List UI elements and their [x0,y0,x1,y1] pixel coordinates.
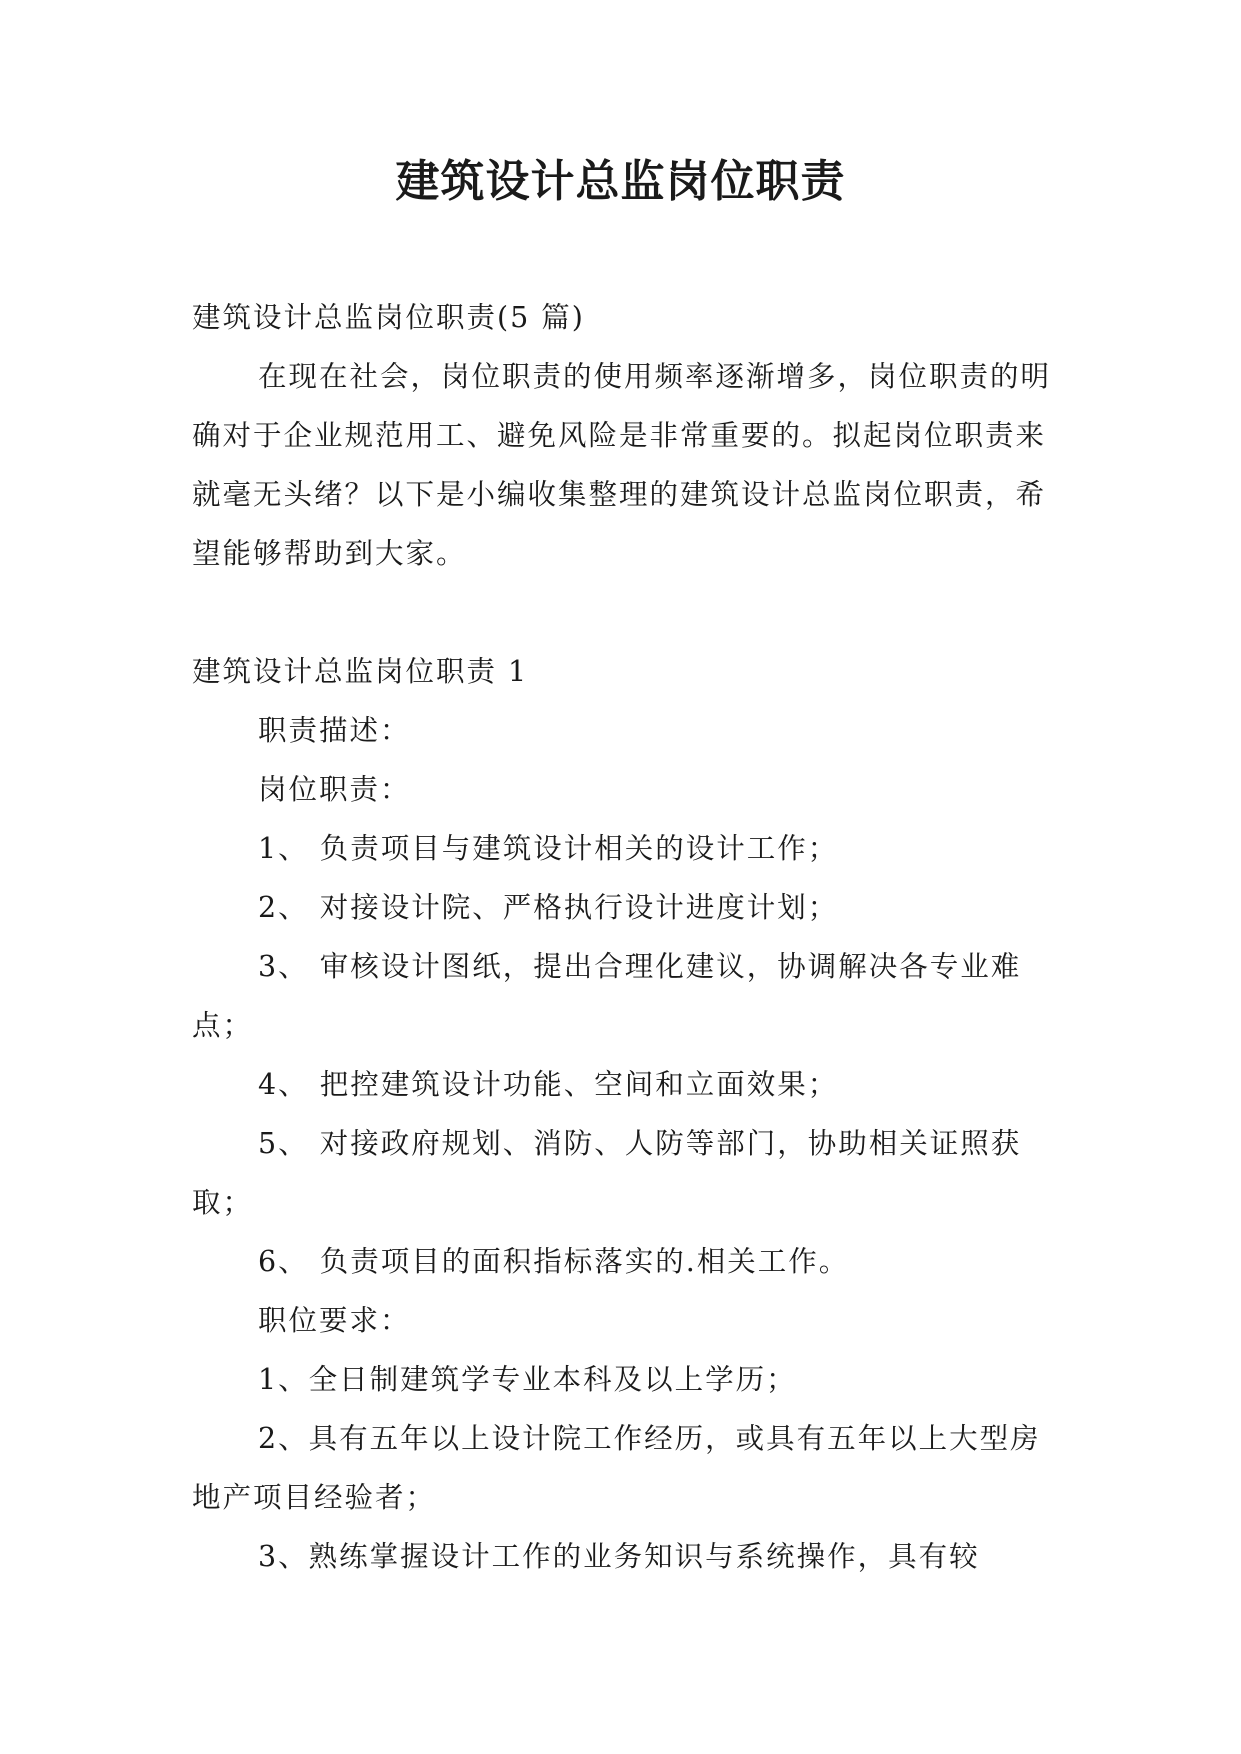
duty-item: 1、 负责项目与建筑设计相关的设计工作； [258,832,839,865]
duty-item: 2、 对接设计院、严格执行设计进度计划； [258,891,839,924]
duty-item: 4、 把控建筑设计功能、空间和立面效果； [258,1068,839,1101]
duty-item: 5、 对接政府规划、消防、人防等部门，协助相关证照获取； [192,1127,1022,1219]
intro-paragraph: 在现在社会，岗位职责的使用频率逐渐增多，岗位职责的明确对于企业规范用工、避免风险是非常重要的。拟起岗位职责来就毫无头绪？以下是小编收集整理的建筑设计总监岗位职责，希望能够帮助到大家。 [192,360,1052,570]
section-heading: 建筑设计总监岗位职责 1 [192,655,529,688]
document-subtitle: 建筑设计总监岗位职责(5 篇) [192,301,585,334]
document-title: 建筑设计总监岗位职责 [395,156,846,207]
duty-item: 3、 审核设计图纸，提出合理化建议，协调解决各专业难点； [192,950,1022,1042]
duties-label: 岗位职责： [258,773,411,806]
requirement-item: 1、全日制建筑学专业本科及以上学历； [258,1363,797,1396]
description-label: 职责描述： [258,714,411,747]
paragraph-gap [192,583,1052,642]
duty-item: 6、 负责项目的面积指标落实的.相关工作。 [258,1245,850,1278]
requirement-item: 2、具有五年以上设计院工作经历，或具有五年以上大型房地产项目经验者； [192,1422,1041,1514]
requirement-item: 3、熟练掌握设计工作的业务知识与系统操作，具有较 [258,1540,980,1573]
document-body [192,288,1052,1586]
requirements-label: 职位要求： [258,1304,411,1337]
